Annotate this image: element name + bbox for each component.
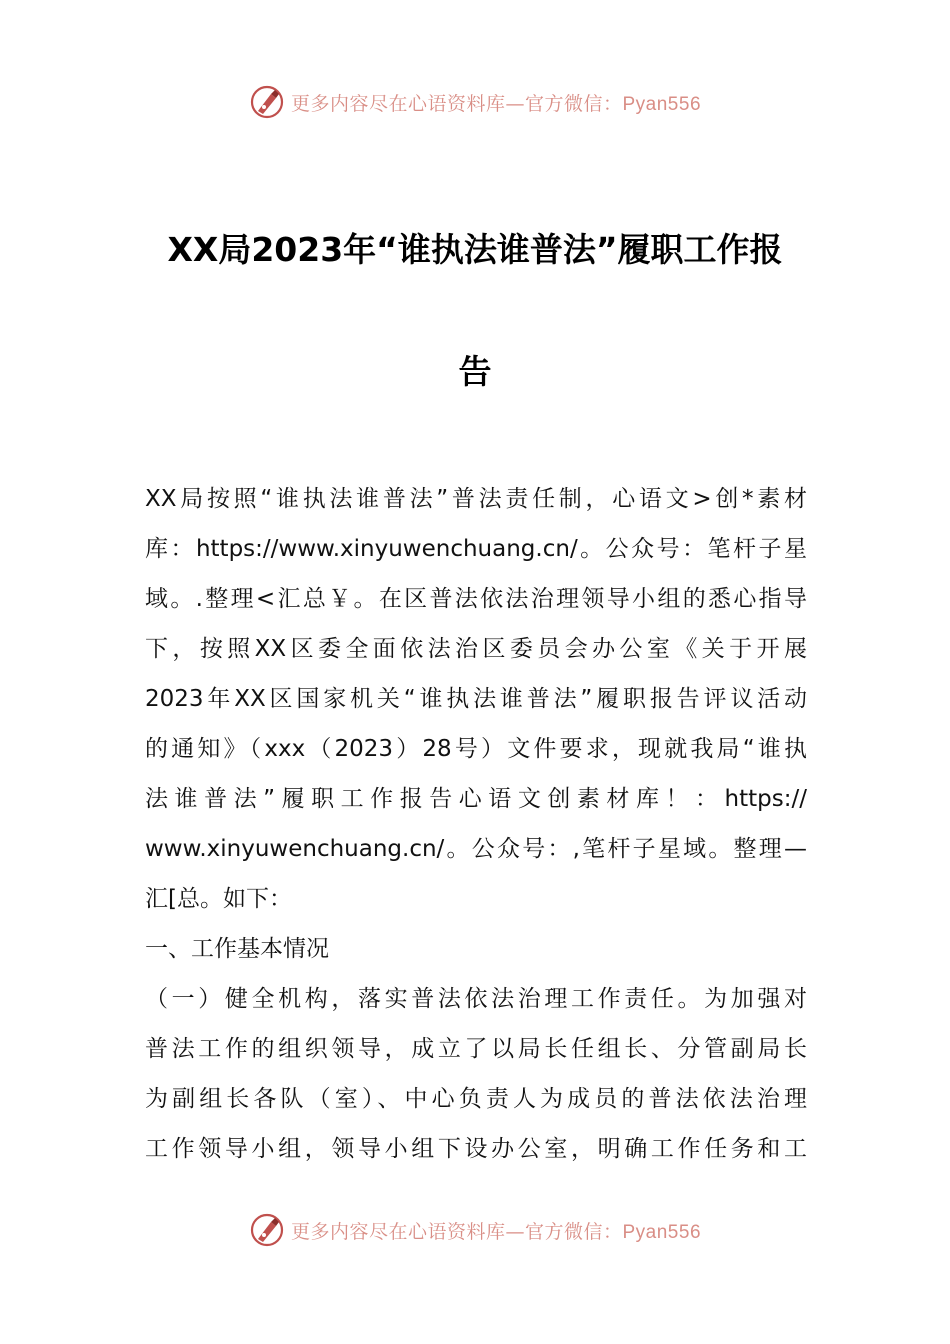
wechat-id: Pyan556: [622, 1221, 702, 1243]
body-line: 库：https://www.xinyuwenchuang.cn/。公众号：笔杆子星: [145, 536, 807, 562]
document-title-line-2: 告: [458, 352, 492, 391]
document-title-line-1: XX局2023年“谁执法谁普法”履职工作报: [167, 230, 783, 269]
body-line: 工作领导小组，领导小组下设办公室，明确工作任务和工: [145, 1136, 807, 1162]
wechat-id: Pyan556: [622, 93, 702, 115]
body-line: 2023年XX区国家机关“谁执法谁普法”履职报告评议活动: [145, 686, 807, 712]
pen-nib-logo-icon: [249, 1212, 285, 1248]
body-line: 下，按照XX区委全面依法治区委员会办公室《关于开展: [145, 636, 807, 662]
body-line: www.xinyuwenchuang.cn/。公众号：,笔杆子星域。整理—: [145, 836, 807, 862]
section-heading: 一、工作基本情况: [145, 936, 329, 962]
body-line: 法谁普法”履职工作报告心语文创素材库！：https://: [145, 786, 807, 812]
watermark-text: 更多内容尽在心语资料库—官方微信：Pyan556: [290, 1220, 702, 1243]
watermark-banner-bottom: [0, 1210, 950, 1250]
body-line: 汇[总。如下：: [145, 886, 292, 912]
body-line: 的通知》（xxx（2023）28号）文件要求，现就我局“谁执: [145, 736, 807, 762]
body-line: 为副组长各队（室）、中心负责人为成员的普法依法治理: [145, 1086, 807, 1112]
body-line: XX局按照“谁执法谁普法”普法责任制，心语文>创*素材: [145, 486, 807, 512]
body-line: （一）健全机构，落实普法依法治理工作责任。为加强对: [145, 986, 807, 1012]
watermark-banner-top: [0, 82, 950, 122]
watermark-text: 更多内容尽在心语资料库—官方微信：Pyan556: [290, 92, 702, 115]
body-line: 普法工作的组织领导，成立了以局长任组长、分管副局长: [145, 1036, 807, 1062]
body-line: 域。.整理<汇总￥。在区普法依法治理领导小组的悉心指导: [145, 586, 807, 612]
pen-nib-logo-icon: [249, 84, 285, 120]
